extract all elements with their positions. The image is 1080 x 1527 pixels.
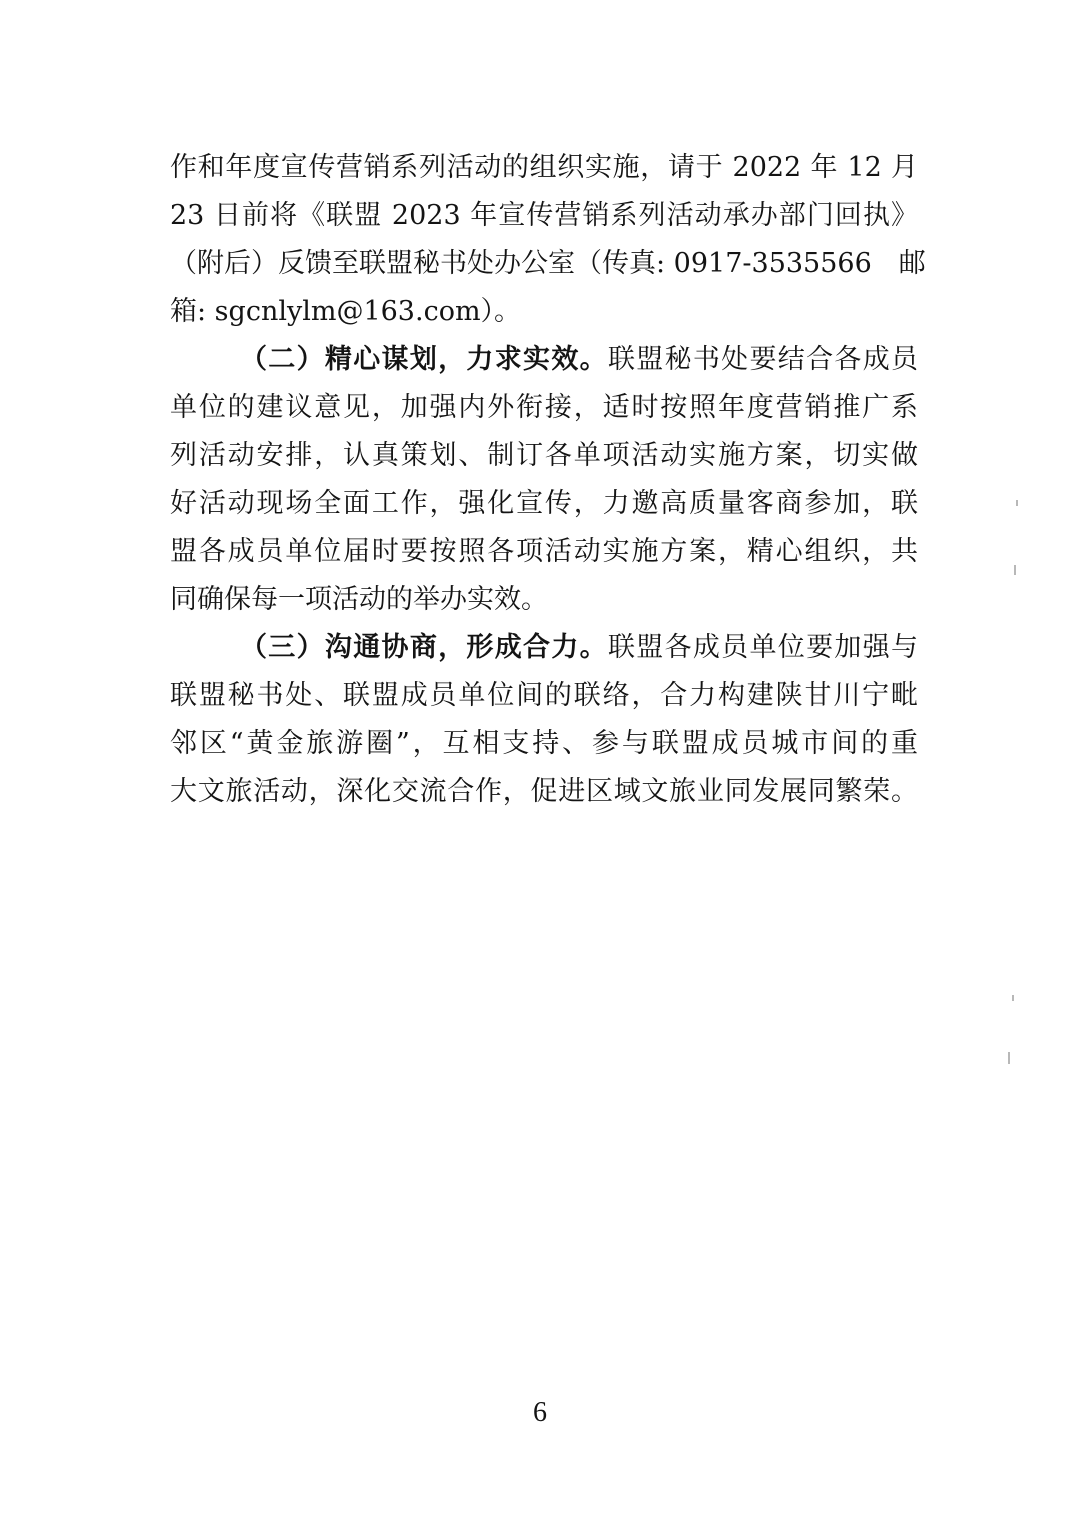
text-line: 盟各成员单位届时要按照各项活动实施方案，精心组织，共 — [170, 536, 918, 567]
text-line: 联盟秘书处、联盟成员单位间的联络，合力构建陕甘川宁毗 — [170, 680, 918, 711]
text-line — [170, 336, 918, 384]
page-number: 6 — [533, 1397, 547, 1428]
section-heading: （二）精心谋划，力求实效。 — [240, 344, 608, 375]
text-line: （附后）反馈至联盟秘书处办公室（传真: 0917-3535566 邮 — [170, 248, 926, 279]
section-heading: （三）沟通协商，形成合力。 — [240, 632, 608, 663]
text-line: 列活动安排，认真策划、制订各单项活动实施方案，切实做 — [170, 440, 918, 471]
text-line: 邻区“黄金旅游圈”，互相支持、参与联盟成员城市间的重 — [170, 728, 918, 759]
text-line: 作和年度宣传营销系列活动的组织实施，请于 2022 年 12 月 — [170, 152, 918, 183]
scan-speck — [1016, 500, 1018, 506]
text-line: 23 日前将《联盟 2023 年宣传营销系列活动承办部门回执》 — [170, 200, 918, 231]
paragraph-1 — [170, 144, 926, 336]
text-line: 大文旅活动，深化交流合作，促进区域文旅业同发展同繁荣。 — [170, 776, 918, 807]
text-line: 单位的建议意见，加强内外衔接，适时按照年度营销推广系 — [170, 392, 918, 423]
text-line: 箱: sgcnlylm@163.com）。 — [170, 296, 522, 327]
text-line — [170, 624, 918, 672]
paragraph-3 — [170, 624, 918, 816]
body-text — [170, 144, 926, 816]
text-line: 好活动现场全面工作，强化宣传，力邀高质量客商参加，联 — [170, 488, 918, 519]
text-run: 联盟秘书处要结合各成员 — [607, 344, 919, 375]
text-run: 联盟各成员单位要加强与 — [607, 632, 919, 663]
paragraph-2 — [170, 336, 918, 624]
scan-speck — [1014, 565, 1016, 575]
text-line: 同确保每一项活动的举办实效。 — [170, 584, 548, 615]
scan-speck — [1012, 995, 1014, 1001]
scan-speck — [1008, 1052, 1010, 1064]
